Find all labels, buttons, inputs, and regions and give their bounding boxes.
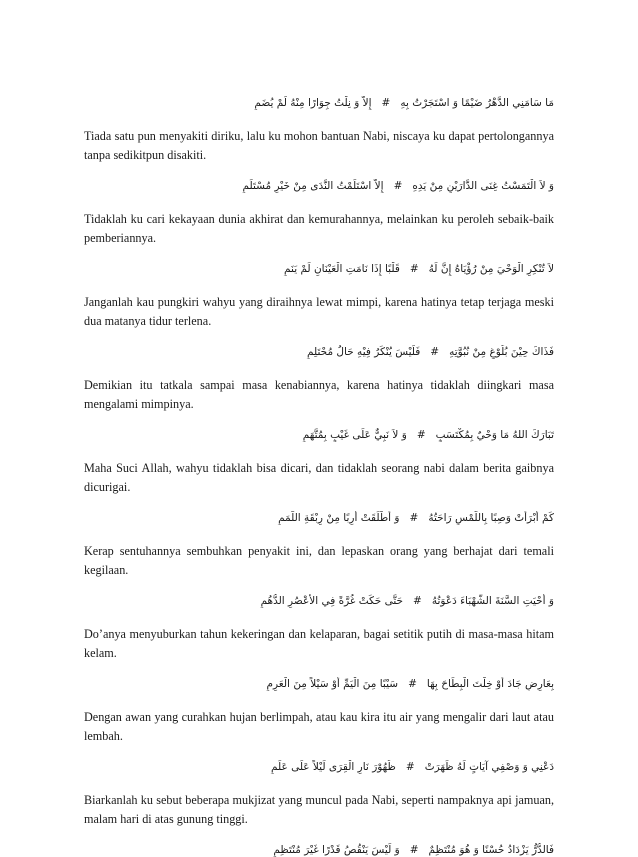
- verse-hemistich-first: كَمْ أَبْرَأَتْ وَصِبًا بِاللَّمْسِ رَاحَتُهُ: [428, 512, 554, 524]
- verse-separator: #: [381, 97, 391, 109]
- verse-hemistich-first: فَذَاكَ حِيْنَ بُلُوْغٍ مِنْ نُبُوَّتِهِ: [449, 346, 554, 358]
- verse-separator: #: [408, 678, 417, 690]
- verse-hemistich-second: فَلَيْسَ يُنْكَرُ فِيْهِ حَالُ مُحْتَلِمِ: [307, 346, 421, 358]
- verse-hemistich-second: سَيْبًا مِنَ الْيَمِّ أَوْ سَيْلاً مِنَ الْعَرِمِ: [266, 678, 399, 690]
- verse-separator: #: [409, 844, 419, 856]
- verse-separator: #: [409, 512, 419, 524]
- stanza-4: [84, 345, 554, 428]
- verse-hemistich-first: لاَ تُنْكِرِ الْوَحْيَ مِنْ رُؤْيَاهُ إِنَّ لَهُ: [428, 263, 554, 275]
- verse-separator: #: [413, 595, 422, 607]
- translation-paragraph: Kerap sentuhannya sembuhkan penyakit ini, dan lepaskan orang yang berhajat dari temali kegilaan.: [84, 544, 554, 577]
- translation-paragraph: Janganlah kau pungkiri wahyu yang diraihnya lewat mimpi, karena hatinya tetap terjaga meski dua matanya tidur terlena.: [84, 295, 554, 328]
- arabic-verse-line: [84, 345, 554, 359]
- translation-paragraph: Tiada satu pun menyakiti diriku, lalu ku mohon bantuan Nabi, niscaya ku dapat pertolongannya tanpa sedikitpun disakiti.: [84, 129, 554, 162]
- translation-paragraph: Do’anya menyuburkan tahun kekeringan dan kelaparan, bagai setitik putih di masa-masa hitam kelam.: [84, 627, 554, 660]
- verse-hemistich-second: ظُهُوْرَ نَارِ الْقِرَى لَيْلاً عَلَى عَلَمِ: [271, 761, 396, 773]
- arabic-verse-line: [84, 594, 554, 608]
- verse-separator: #: [393, 180, 403, 192]
- arabic-verse-line: [84, 262, 554, 276]
- translation-paragraph: Dengan awan yang curahkan hujan berlimpah, atau kau kira itu air yang mengalir dari laut atau lembah.: [84, 710, 554, 743]
- translation-paragraph: Tidaklah ku cari kekayaan dunia akhirat dan kemurahannya, melainkan ku peroleh sebaik-baik pemberiannya.: [84, 212, 554, 245]
- verse-hemistich-second: إِلاَّ وَ نِلْتُ جِوَارًا مِنْهُ لَمْ يُضَمِ: [254, 97, 372, 109]
- stanza-6: [84, 511, 554, 594]
- stanza-5: [84, 428, 554, 511]
- verse-hemistich-first: بِعَارِضٍ جَادَ أَوْ خِلْتَ الْبِطَاحَ بِهَا: [426, 678, 554, 690]
- verse-hemistich-first: وَ لاَ الْتَمَسْتُ غِنَى الدَّارَيْنِ مِنْ يَدِهِ: [412, 180, 554, 192]
- verse-separator: #: [405, 761, 415, 773]
- translation-paragraph: Demikian itu tatkala sampai masa kenabiannya, karena hatinya tidaklah diingkari masa mengalami mimpinya.: [84, 378, 554, 411]
- verse-hemistich-first: مَا سَامَنِي الدَّهْرُ ضَيْمًا وَ اسْتَجَرْتُ بِهِ: [400, 97, 554, 109]
- arabic-verse-line: [84, 428, 554, 442]
- verse-hemistich-second: قَلْبًا إِذَا نَامَتِ الْعَيْنَانِ لَمْ يَنَمِ: [284, 263, 400, 275]
- arabic-verse-line: [84, 760, 554, 774]
- verse-hemistich-first: دَعْنِي وَ وَصْفِي آيَاتٍ لَهُ ظَهَرَتْ: [424, 761, 554, 773]
- arabic-verse-line: [84, 511, 554, 525]
- arabic-verse-line: [84, 843, 554, 857]
- verse-hemistich-second: إِلاَّ اسْتَلَمْتُ النَّدَى مِنْ خَيْرِ مُسْتَلَمِ: [242, 180, 384, 192]
- translation-paragraph: Maha Suci Allah, wahyu tidaklah bisa dicari, dan tidaklah seorang nabi dalam berita gaibnya dicurigai.: [84, 461, 554, 494]
- stanza-3: [84, 262, 554, 345]
- stanza-9: [84, 760, 554, 843]
- verse-hemistich-second: وَ لَيْسَ يَنْقُصُ قَدْرًا غَيْرَ مُنْتَظِمِ: [273, 844, 400, 856]
- verse-hemistich-first: وَ أَحْيَتِ السَّنَةَ الشَّهْبَاءَ دَعْوَتُهُ: [431, 595, 554, 607]
- stanza-10: [84, 843, 554, 857]
- stanza-8: [84, 677, 554, 760]
- stanza-1: [84, 96, 554, 179]
- verse-hemistich-second: وَ لاَ نَبِيٌّ عَلَى غَيْبٍ بِمُتَّهَمِ: [302, 429, 407, 441]
- document-page: [84, 96, 554, 857]
- stanza-2: [84, 179, 554, 262]
- arabic-verse-line: [84, 179, 554, 193]
- arabic-verse-line: [84, 677, 554, 691]
- stanza-7: [84, 594, 554, 677]
- verse-hemistich-first: تَبَارَكَ اللهُ مَا وَحْيٌ بِمُكْتَسَبٍ: [435, 429, 554, 441]
- verse-hemistich-second: حَتَّى حَكَتْ غُرَّةً فِي الأَعْصُرِ الدُّهُمِ: [260, 595, 404, 607]
- verse-hemistich-second: وَ أَطْلَقَتْ أَرِبًا مِنْ رِبْقَةِ اللَّمَمِ: [278, 512, 400, 524]
- verse-separator: #: [409, 263, 419, 275]
- arabic-verse-line: [84, 96, 554, 110]
- verse-separator: #: [430, 346, 440, 358]
- verse-separator: #: [416, 429, 426, 441]
- verse-hemistich-first: فَالدُّرُّ يَزْدَادُ حُسْنًا وَ هُوَ مُنْتَظِمٌ: [428, 844, 554, 856]
- translation-paragraph: Biarkanlah ku sebut beberapa mukjizat yang muncul pada Nabi, seperti nampaknya api jamuan, malam hari di atas gunung tinggi.: [84, 793, 554, 826]
